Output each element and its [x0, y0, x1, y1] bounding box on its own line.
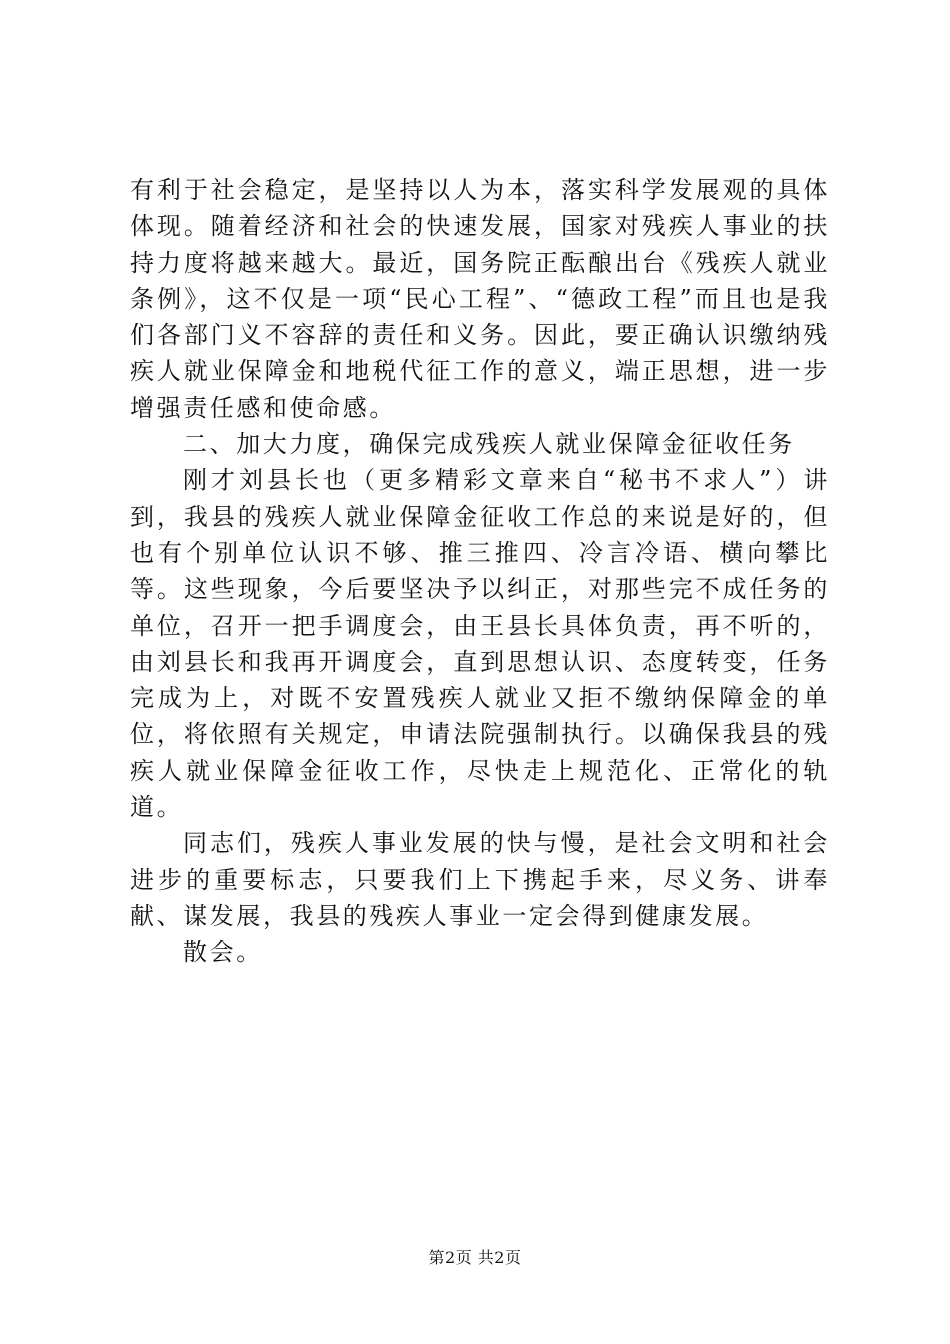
paragraph-continuation: 有利于社会稳定，是坚持以人为本，落实科学发展观的具体体现。随着经济和社会的快速发展，国家对残疾人事业的扶持力度将越来越大。最近，国务院正酝酿出台《残疾人就业条例》，这不仅是一项“民心工程”、“德政工程”而且也是我们各部门义不容辞的责任和义务。因此，要正确认识缴纳残疾人就业保障金和地税代征工作的意义，端正思想，进一步增强责任感和使命感。 — [130, 176, 830, 422]
document-body — [130, 172, 830, 971]
paragraph: 同志们，残疾人事业发展的快与慢，是社会文明和社会进步的重要标志，只要我们上下携起手来，尽义务、讲奉献、谋发展，我县的残疾人事业一定会得到健康发展。 — [130, 829, 830, 930]
section-heading: 二、加大力度，确保完成残疾人就业保障金征收任务 — [183, 430, 795, 459]
closing-line: 散会。 — [183, 938, 263, 967]
page-footer: 第2页 共2页 — [428, 1248, 522, 1267]
paragraph: 刚才刘县长也（更多精彩文章来自“秘书不求人”）讲到，我县的残疾人就业保障金征收工作总的来说是好的，但也有个别单位认识不够、推三推四、冷言冷语、横向攀比等。这些现象，今后要坚决予以纠正，对那些完不成任务的单位，召开一把手调度会，由王县长具体负责，再不听的，由刘县长和我再开调度会，直到思想认识、态度转变，任务完成为上，对既不安置残疾人就业又拒不缴纳保障金的单位，将依照有关规定，申请法院强制执行。以确保我县的残疾人就业保障金征收工作，尽快走上规范化、正常化的轨道。 — [130, 466, 830, 822]
